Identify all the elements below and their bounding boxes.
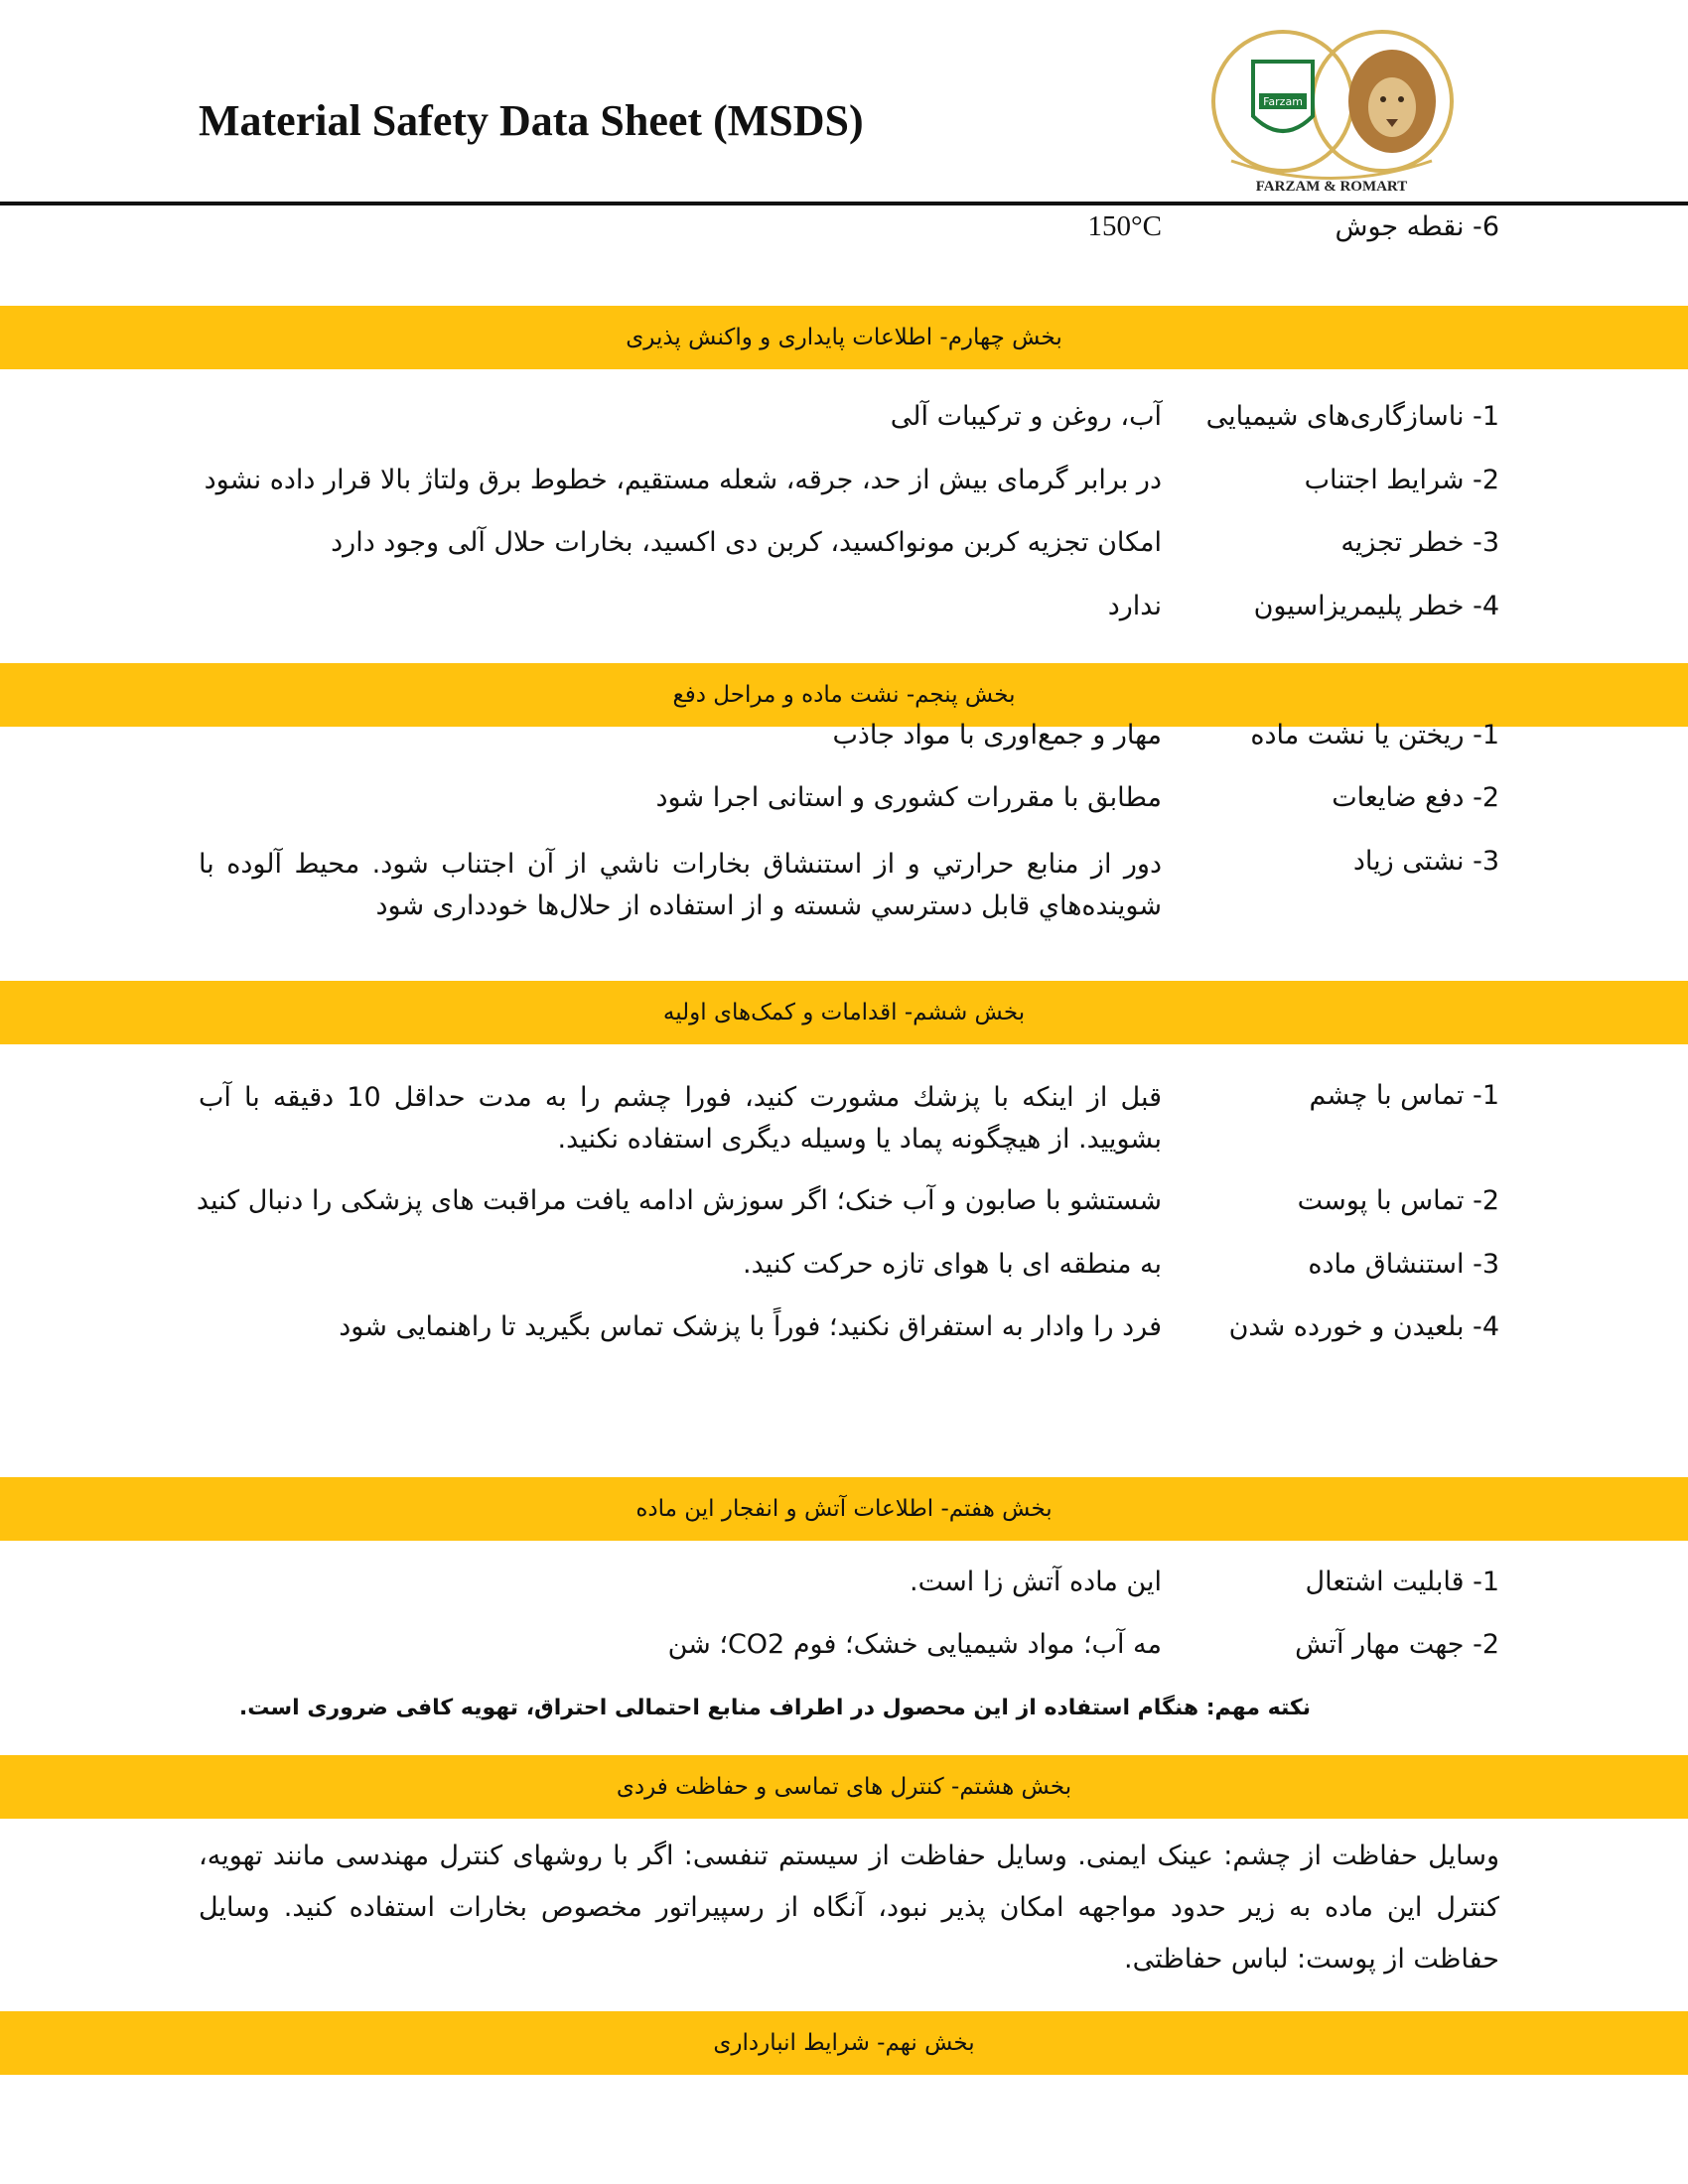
lion-eye-left <box>1380 96 1386 102</box>
section5-row-label: 3- نشتی زیاد <box>1352 846 1499 877</box>
section9-header: بخش نهم- شرایط انبارداری <box>0 2011 1688 2075</box>
company-logo <box>1201 22 1462 197</box>
section6-row-label: 2- تماس با پوست <box>1297 1185 1499 1216</box>
section4-row-value: در برابر گرمای بیش از حد، جرقه، شعله مستقیم، خطوط برق ولتاژ بالا قرار داده نشود <box>204 465 1162 495</box>
section4-row-value: امکان تجزیه کربن مونواکسید، کربن دی اکسید، بخارات حلال آلی وجود دارد <box>331 527 1162 558</box>
lion-face-icon <box>1368 77 1416 137</box>
section4-row-value: ندارد <box>1107 591 1162 621</box>
section5-header: بخش پنجم- نشت ماده و مراحل دفع <box>0 663 1688 727</box>
section6-row-label: 4- بلعیدن و خورده شدن <box>1228 1311 1499 1342</box>
section5-row-value: دور از منابع حرارتي و از استنشاق بخارات ناشي از آن اجتناب شود. محیط آلوده با شوینده‌هاي قابل دسترسي شسته و از استفاده از حلال‌ها خودداری شود <box>199 849 1162 921</box>
section4-header: بخش چهارم- اطلاعات پایداری و واکنش پذیری <box>0 306 1688 369</box>
section6-row-value: شستشو با صابون و آب خنک؛ اگر سوزش ادامه یافت مراقبت های پزشکی را دنبال کنید <box>196 1185 1162 1216</box>
lion-eye-right <box>1398 96 1404 102</box>
section7-row-value: مه آب؛ مواد شیمیایی خشک؛ فوم CO2؛ شن <box>667 1629 1162 1660</box>
section4-row-label: 3- خطر تجزیه <box>1340 527 1499 558</box>
section5-row-value: مطابق با مقررات کشوری و استانی اجرا شود <box>655 782 1162 813</box>
section5-row-value: مهار و جمع‌اوری با مواد جاذب <box>832 720 1162 751</box>
section6-row-value: به منطقه ای با هوای تازه حرکت کنید. <box>743 1249 1162 1280</box>
section7-header: بخش هفتم- اطلاعات آتش و انفجار این ماده <box>0 1477 1688 1541</box>
section6-row-value: فرد را وادار به استفراق نکنید؛ فوراً با پزشک تماس بگیرید تا راهنمایی شود <box>339 1311 1162 1342</box>
section7-row-label: 2- جهت مهار آتش <box>1295 1629 1499 1660</box>
boiling-point-label: 6- نقطه جوش <box>1335 211 1499 242</box>
section4-row-label: 4- خطر پلیمریزاسیون <box>1253 591 1499 621</box>
section7-row-label: 1- قابلیت اشتعال <box>1305 1567 1499 1597</box>
important-note: نکته مهم: هنگام استفاده از این محصول در اطراف منابع احتمالی احتراق، تهویه کافی ضروری است. <box>238 1696 1311 1720</box>
section6-row-label: 1- تماس با چشم <box>1309 1080 1499 1111</box>
section5-row-label: 1- ریختن یا نشت ماده <box>1250 720 1499 751</box>
section7-row-value: این ماده آتش زا است. <box>910 1567 1162 1597</box>
section8-paragraph: وسایل حفاظت از چشم: عینک ایمنی. وسایل حفاظت از سیستم تنفسی: اگر با روشهای کنترل مهندسی مانند تهویه، کنترل این ماده به زیر حدود مواجهه امکان پذیر نبود، آنگاه از رسپیراتور مخصوص بخارات استفاده کنید. وسایل حفاظت از پوست: لباس حفاظتی. <box>199 1841 1499 1975</box>
section4-row-value: آب، روغن و ترکیبات آلی <box>890 401 1162 432</box>
boiling-point-value: 150°C <box>1087 210 1162 242</box>
section6-row-value: قبل از اینکه با پزشك مشورت کنید، فورا چشم را به مدت حداقل 10 دقیقه با آب بشویید. از هیچگونه پماد یا وسیله دیگری استفاده نکنید. <box>199 1082 1162 1155</box>
section4-row-label: 2- شرایط اجتناب <box>1304 465 1499 495</box>
logo-swoosh <box>1231 161 1432 179</box>
section8-header: بخش هشتم- کنترل های تماسی و حفاظت فردی <box>0 1755 1688 1819</box>
logo-badge-text: Farzam <box>1263 95 1303 108</box>
logo-caption: FARZAM & ROMART <box>1255 179 1408 195</box>
section4-row-label: 1- ناسازگاری‌های شیمیایی <box>1205 401 1499 432</box>
section6-header: بخش ششم- اقدامات و کمک‌های اولیه <box>0 981 1688 1044</box>
document-title: Material Safety Data Sheet (MSDS) <box>199 96 864 145</box>
logo-graphic <box>1201 22 1462 197</box>
section5-row-label: 2- دفع ضایعات <box>1332 782 1499 813</box>
header-divider <box>0 202 1688 205</box>
section6-row-label: 3- استنشاق ماده <box>1308 1249 1499 1280</box>
